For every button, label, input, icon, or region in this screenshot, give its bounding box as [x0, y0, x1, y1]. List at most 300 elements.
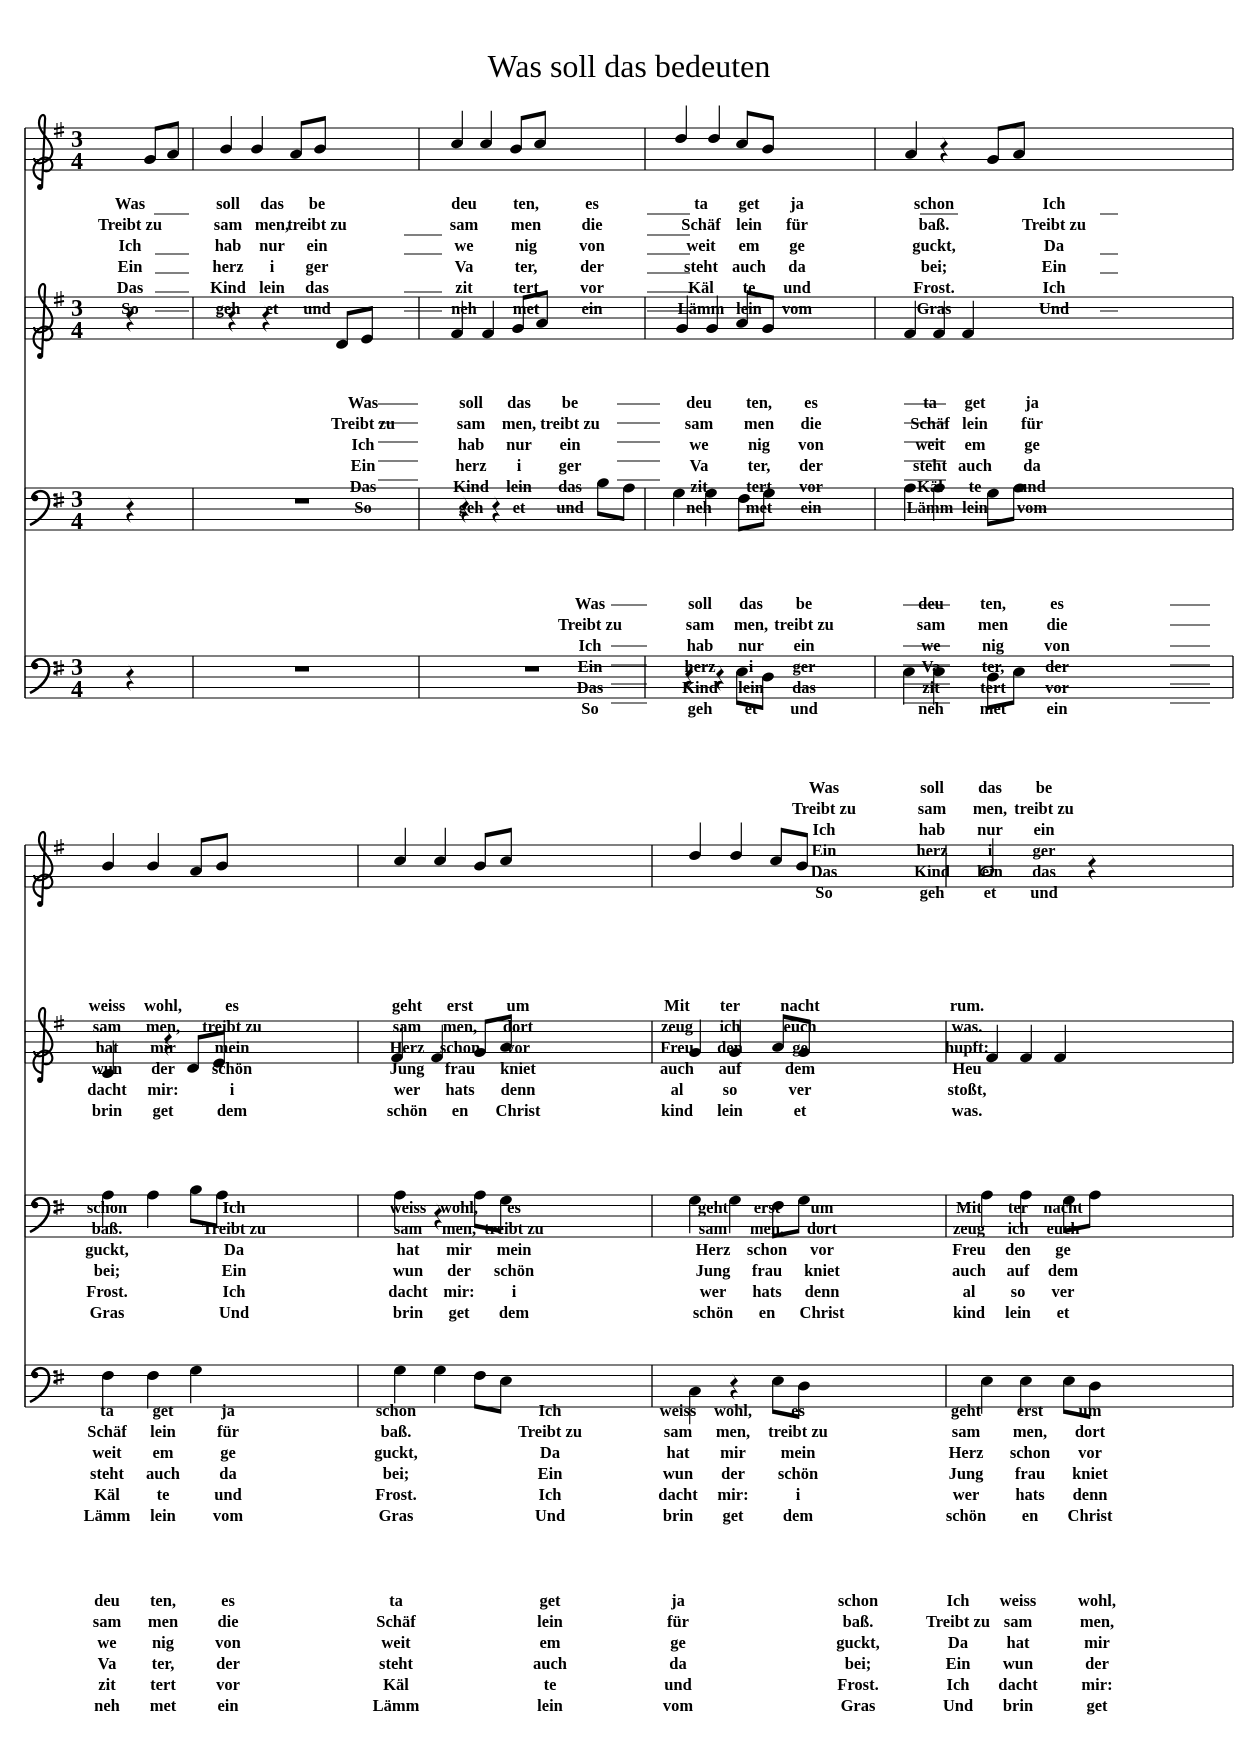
lyric-syllable: Ein — [577, 657, 603, 676]
lyric-syllable: te — [156, 1485, 170, 1504]
lyric-syllable: dem — [784, 1059, 816, 1078]
lyric-syllable: Herz — [948, 1443, 984, 1462]
lyric-syllable: das — [558, 477, 582, 496]
lyric-syllable: nur — [506, 435, 532, 454]
lyric-syllable: met — [149, 1696, 177, 1715]
lyric-syllable: neh — [451, 299, 477, 318]
lyric-syllable: soll — [920, 778, 944, 797]
lyric-syllable: guckt, — [836, 1633, 880, 1652]
lyric-syllable: denn — [804, 1282, 840, 1301]
lyric-syllable: Das — [810, 862, 838, 881]
lyric-syllable: um — [506, 996, 530, 1015]
lyric-syllable: mir: — [717, 1485, 749, 1504]
lyric-syllable: weit — [381, 1633, 411, 1652]
lyric-syllable: Da — [1043, 236, 1065, 255]
lyric-syllable: von — [215, 1633, 241, 1652]
lyric-syllable: te — [968, 477, 982, 496]
lyric-syllable: men, — [442, 1017, 478, 1036]
lyric-syllable: lein — [962, 414, 988, 433]
lyric-syllable: erst — [753, 1198, 781, 1217]
lyric-syllable: So — [815, 883, 833, 902]
lyric-syllable: Ich — [118, 236, 142, 255]
lyric-syllable: Käl — [383, 1675, 409, 1694]
lyric-syllable: lein — [1005, 1303, 1031, 1322]
lyric-syllable: Ich — [578, 636, 602, 655]
lyric-syllable: Ein — [1041, 257, 1067, 276]
lyric-syllable: ein — [581, 299, 603, 318]
lyric-syllable: guckt, — [912, 236, 956, 255]
lyric-syllable: so — [722, 1080, 738, 1099]
lyric-syllable: men, — [441, 1219, 477, 1238]
lyric-syllable: sam — [951, 1422, 981, 1441]
lyric-syllable: es — [585, 194, 599, 213]
lyric-syllable: weit — [686, 236, 716, 255]
lyric-syllable: Käl — [688, 278, 714, 297]
lyric-syllable: vom — [781, 299, 813, 318]
lyric-syllable: ter, — [514, 257, 538, 276]
lyric-syllable: get — [1086, 1696, 1108, 1715]
lyric-syllable: schön — [493, 1261, 535, 1280]
lyric-syllable: Und — [1038, 299, 1070, 318]
lyric-syllable: sam — [916, 615, 946, 634]
lyric-syllable: und — [1018, 477, 1046, 496]
lyric-syllable: nacht — [780, 996, 820, 1015]
lyric-syllable: lein — [977, 862, 1003, 881]
lyric-syllable: wun — [91, 1059, 123, 1078]
lyric-syllable: sam — [698, 1219, 728, 1238]
lyric-syllable: Heu — [952, 1059, 982, 1078]
lyric-syllable: et — [744, 699, 758, 718]
lyric-syllable: ein — [793, 636, 815, 655]
lyric-syllable: dacht — [87, 1080, 127, 1099]
lyric-syllable: ich — [1007, 1219, 1029, 1238]
lyric-syllable: kniet — [1072, 1464, 1108, 1483]
lyric-syllable: wer — [393, 1080, 421, 1099]
lyric-syllable: ge — [220, 1443, 236, 1462]
lyric-syllable: erst — [446, 996, 474, 1015]
lyric-syllable: wun — [392, 1261, 424, 1280]
lyric-syllable: Frost. — [913, 278, 955, 297]
lyric-syllable: weiss — [88, 996, 126, 1015]
lyric-syllable: frau — [1014, 1464, 1046, 1483]
lyric-syllable: hat — [666, 1443, 690, 1462]
lyric-syllable: den — [1005, 1240, 1031, 1259]
lyric-syllable: dem — [498, 1303, 530, 1322]
lyric-syllable: herz — [212, 257, 244, 276]
lyric-syllable: Gras — [840, 1696, 876, 1715]
lyric-syllable: der — [151, 1059, 175, 1078]
lyric-syllable: geht — [391, 996, 423, 1015]
time-signature-bottom: 4 — [71, 318, 83, 344]
lyric-syllable: für — [786, 215, 808, 234]
lyric-syllable: Das — [349, 477, 377, 496]
lyric-syllable: schon — [746, 1240, 788, 1259]
lyric-syllable: schön — [692, 1303, 734, 1322]
lyric-syllable: weiss — [389, 1198, 427, 1217]
lyric-syllable: Freu — [660, 1038, 694, 1057]
lyric-syllable: der — [1045, 657, 1069, 676]
lyric-syllable: dort — [502, 1017, 534, 1036]
lyric-syllable: lein — [537, 1612, 563, 1631]
lyric-syllable: ver — [1051, 1282, 1075, 1301]
lyric-syllable: der — [1085, 1654, 1109, 1673]
lyric-syllable: die — [217, 1612, 239, 1631]
lyric-syllable: weiss — [999, 1591, 1037, 1610]
lyric-syllable: schon — [375, 1401, 417, 1420]
lyric-syllable: denn — [1072, 1485, 1108, 1504]
measure-rest-icon — [295, 667, 309, 672]
lyric-syllable: mir — [720, 1443, 746, 1462]
lyric-syllable: nur — [977, 820, 1003, 839]
lyric-syllable: ger — [792, 657, 816, 676]
lyric-syllable: ja — [1025, 393, 1039, 412]
lyric-syllable: auch — [146, 1464, 180, 1483]
lyric-syllable: deu — [686, 393, 712, 412]
lyric-syllable: men — [510, 215, 542, 234]
lyric-syllable: Treibt zu — [925, 1612, 991, 1631]
lyric-syllable: Treibt zu — [201, 1219, 267, 1238]
lyric-syllable: hats — [445, 1080, 475, 1099]
lyric-syllable: et — [512, 498, 526, 517]
lyric-syllable: ja — [221, 1401, 235, 1420]
lyric-syllable: da — [669, 1654, 687, 1673]
lyric-syllable: lein — [150, 1422, 176, 1441]
lyric-syllable: lein — [736, 299, 762, 318]
beam — [485, 828, 511, 838]
lyric-syllable: steht — [379, 1654, 413, 1673]
lyric-syllable: steht — [684, 257, 718, 276]
lyric-syllable: wer — [952, 1485, 980, 1504]
lyric-syllable: treibt zu — [484, 1219, 544, 1238]
lyric-syllable: Treibt zu — [557, 615, 623, 634]
lyric-syllable: i — [748, 657, 754, 676]
lyric-syllable: Va — [97, 1654, 117, 1673]
lyric-syllable: weit — [915, 435, 945, 454]
lyric-syllable: weiss — [659, 1401, 697, 1420]
lyric-syllable: mir: — [147, 1080, 179, 1099]
lyric-syllable: Schäf — [87, 1422, 127, 1441]
lyric-syllable: vor — [580, 278, 604, 297]
lyric-syllable: und — [214, 1485, 242, 1504]
lyric-syllable: sam — [684, 414, 714, 433]
lyric-syllable: Lämm — [372, 1696, 420, 1715]
lyric-syllable: denn — [500, 1080, 536, 1099]
lyric-syllable: nig — [514, 236, 538, 255]
lyric-syllable: bei; — [920, 257, 948, 276]
lyric-syllable: Und — [534, 1506, 566, 1525]
lyric-syllable: hab — [686, 636, 714, 655]
lyric-syllable: vom — [1016, 498, 1048, 517]
lyric-syllable: dort — [1074, 1422, 1106, 1441]
lyric-syllable: ein — [800, 498, 822, 517]
lyric-syllable: te — [742, 278, 756, 297]
lyric-syllable: und — [556, 498, 584, 517]
sharp-icon — [54, 122, 64, 138]
lyric-syllable: Va — [921, 657, 941, 676]
lyric-syllable: auch — [660, 1059, 694, 1078]
lyric-syllable: brin — [91, 1101, 123, 1120]
lyric-syllable: met — [979, 699, 1007, 718]
time-signature-bottom: 4 — [71, 677, 83, 703]
lyric-syllable: i — [795, 1485, 801, 1504]
lyric-syllable: ta — [923, 393, 937, 412]
lyric-syllable: Ich — [946, 1591, 970, 1610]
lyric-syllable: Kind — [210, 278, 246, 297]
lyric-syllable: be — [308, 194, 326, 213]
lyric-syllable: we — [689, 435, 709, 454]
lyric-syllable: geht — [950, 1401, 982, 1420]
lyric-syllable: hats — [1015, 1485, 1045, 1504]
time-signature-top: 3 — [71, 296, 83, 322]
lyric-syllable: em — [964, 435, 986, 454]
lyric-syllable: ta — [100, 1401, 114, 1420]
lyric-syllable: Christ — [799, 1303, 845, 1322]
lyric-syllable: ta — [389, 1591, 403, 1610]
lyric-syllable: wohl, — [713, 1401, 753, 1420]
lyric-syllable: met — [512, 299, 540, 318]
lyric-syllable: schon — [439, 1038, 481, 1057]
lyric-syllable: Ein — [811, 841, 837, 860]
lyric-syllable: sam — [663, 1422, 693, 1441]
lyric-syllable: ge — [789, 236, 805, 255]
lyric-syllable: men, — [1012, 1422, 1048, 1441]
lyric-syllable: und — [790, 699, 818, 718]
lyric-syllable: es — [221, 1591, 235, 1610]
lyric-syllable: vor — [216, 1675, 240, 1694]
lyric-syllable: ein — [559, 435, 581, 454]
lyric-syllable: die — [1046, 615, 1068, 634]
time-signature-top: 3 — [71, 127, 83, 153]
lyric-syllable: soll — [216, 194, 240, 213]
lyric-syllable: et — [793, 1101, 807, 1120]
lyric-syllable: Treibt zu — [791, 799, 857, 818]
lyric-syllable: i — [511, 1282, 517, 1301]
lyric-syllable: em — [539, 1633, 561, 1652]
beam — [998, 121, 1024, 131]
lyric-syllable: brin — [662, 1506, 694, 1525]
lyric-syllable: auch — [958, 456, 992, 475]
lyric-syllable: ja — [790, 194, 804, 213]
lyric-syllable: men, — [501, 414, 537, 433]
lyric-syllable: steht — [913, 456, 947, 475]
lyric-syllable: dacht — [388, 1282, 428, 1301]
lyric-syllable: sam — [392, 1017, 422, 1036]
lyric-syllable: men, — [733, 615, 769, 634]
lyric-syllable: So — [581, 699, 599, 718]
lyric-syllable: sam — [213, 215, 243, 234]
lyric-syllable: get — [722, 1506, 744, 1525]
lyric-syllable: i — [229, 1080, 235, 1099]
lyric-syllable: vor — [506, 1038, 530, 1057]
beam — [988, 517, 1014, 527]
lyric-syllable: get — [738, 194, 760, 213]
treble-clef-icon — [34, 1008, 53, 1083]
lyric-syllable: ten, — [979, 594, 1007, 613]
lyric-syllable: Was — [347, 393, 379, 412]
lyric-syllable: Lämm — [906, 498, 954, 517]
lyric-syllable: ge — [792, 1038, 808, 1057]
lyric-syllable: und — [1030, 883, 1058, 902]
lyric-syllable: Das — [116, 278, 144, 297]
lyric-syllable: Va — [689, 456, 709, 475]
lyric-syllable: i — [987, 841, 993, 860]
lyric-syllable: Mit — [664, 996, 690, 1015]
lyric-syllable: ter — [719, 996, 741, 1015]
lyric-syllable: lein — [150, 1506, 176, 1525]
lyric-syllable: tert — [513, 278, 539, 297]
lyric-syllable: wun — [662, 1464, 694, 1483]
lyric-syllable: hat — [1006, 1633, 1030, 1652]
lyric-syllable: guckt, — [85, 1240, 129, 1259]
lyric-syllable: treibt zu — [287, 215, 347, 234]
lyric-syllable: vor — [799, 477, 823, 496]
lyric-syllable: we — [921, 636, 941, 655]
lyric-syllable: von — [798, 435, 824, 454]
lyric-syllable: So — [121, 299, 139, 318]
lyric-syllable: sam — [917, 799, 947, 818]
lyric-syllable: erst — [1016, 1401, 1044, 1420]
lyric-syllable: Jung — [948, 1464, 984, 1483]
lyric-syllable: wun — [1002, 1654, 1034, 1673]
lyric-syllable: Ich — [538, 1485, 562, 1504]
lyric-syllable: Käl — [917, 477, 943, 496]
lyric-syllable: men — [977, 615, 1009, 634]
lyric-syllable: so — [1010, 1282, 1026, 1301]
lyric-syllable: treibt zu — [768, 1422, 828, 1441]
lyric-syllable: kniet — [500, 1059, 536, 1078]
lyric-syllable: sam — [393, 1219, 423, 1238]
lyric-syllable: get — [539, 1591, 561, 1610]
treble-clef-icon — [34, 115, 53, 190]
lyric-syllable: hab — [214, 236, 242, 255]
lyric-syllable: Ich — [351, 435, 375, 454]
lyric-syllable: lein — [506, 477, 532, 496]
lyric-syllable: et — [1056, 1303, 1070, 1322]
lyric-syllable: ter, — [151, 1654, 175, 1673]
lyric-syllable: men, — [715, 1422, 751, 1441]
lyric-syllable: ten, — [149, 1591, 177, 1610]
lyric-syllable: was. — [951, 1101, 983, 1120]
lyric-syllable: be — [795, 594, 813, 613]
lyric-syllable: vom — [212, 1506, 244, 1525]
lyric-syllable: men, — [1079, 1612, 1115, 1631]
lyric-syllable: wer — [699, 1282, 727, 1301]
lyric-syllable: Lämm — [83, 1506, 131, 1525]
lyric-syllable: hat — [95, 1038, 119, 1057]
lyric-syllable: da — [219, 1464, 237, 1483]
lyric-syllable: zit — [455, 278, 473, 297]
lyric-syllable: frau — [751, 1261, 783, 1280]
lyric-syllable: baß. — [91, 1219, 123, 1238]
lyric-syllable: te — [543, 1675, 557, 1694]
lyric-syllable: Ich — [222, 1198, 246, 1217]
lyric-syllable: schön — [945, 1506, 987, 1525]
lyric-syllable: für — [217, 1422, 239, 1441]
lyric-syllable: Schäf — [910, 414, 950, 433]
lyric-syllable: mein — [780, 1443, 816, 1462]
measure-rest-icon — [295, 499, 309, 504]
lyric-syllable: bei; — [844, 1654, 872, 1673]
lyric-syllable: Schäf — [681, 215, 721, 234]
lyric-syllable: em — [738, 236, 760, 255]
lyric-syllable: Ich — [538, 1401, 562, 1420]
lyric-syllable: von — [579, 236, 605, 255]
time-signature-bottom: 4 — [71, 149, 83, 175]
lyric-syllable: es — [225, 996, 239, 1015]
lyric-syllable: ein — [306, 236, 328, 255]
lyric-syllable: geh — [687, 699, 713, 718]
lyric-syllable: ter — [1007, 1198, 1029, 1217]
lyric-syllable: das — [507, 393, 531, 412]
lyric-syllable: frau — [444, 1059, 476, 1078]
lyric-syllable: al — [670, 1080, 684, 1099]
lyric-syllable: den — [717, 1038, 743, 1057]
lyric-syllable: herz — [916, 841, 948, 860]
beam — [521, 111, 545, 121]
lyric-syllable: kind — [952, 1303, 986, 1322]
lyric-syllable: weit — [92, 1443, 122, 1462]
lyric-syllable: tert — [150, 1675, 176, 1694]
lyric-syllable: deu — [94, 1591, 120, 1610]
lyric-syllable: ter, — [981, 657, 1005, 676]
lyric-syllable: ver — [788, 1080, 812, 1099]
lyric-syllable: und — [664, 1675, 692, 1694]
lyric-syllable: ter, — [747, 456, 771, 475]
lyric-syllable: auch — [952, 1261, 986, 1280]
lyric-syllable: Und — [218, 1303, 250, 1322]
lyric-syllable: der — [580, 257, 604, 276]
lyric-syllable: vor — [810, 1240, 834, 1259]
page-title: Was soll das bedeuten — [487, 48, 771, 84]
lyric-syllable: ge — [1024, 435, 1040, 454]
lyric-syllable: ger — [305, 257, 329, 276]
lyric-syllable: Freu — [952, 1240, 986, 1259]
lyric-syllable: Frost. — [837, 1675, 879, 1694]
lyric-syllable: nacht — [1043, 1198, 1083, 1217]
lyric-syllable: es — [507, 1198, 521, 1217]
lyric-syllable: Das — [576, 678, 604, 697]
lyric-syllable: we — [97, 1633, 117, 1652]
lyric-syllable: Da — [223, 1240, 245, 1259]
lyric-syllable: sam — [456, 414, 486, 433]
lyric-syllable: nur — [259, 236, 285, 255]
lyric-syllable: schön — [777, 1464, 819, 1483]
lyric-syllable: hab — [918, 820, 946, 839]
lyric-syllable: wohl, — [1077, 1591, 1117, 1610]
lyric-syllable: der — [799, 456, 823, 475]
lyric-syllable: lein — [259, 278, 285, 297]
lyric-syllable: der — [721, 1464, 745, 1483]
time-signature-bottom: 4 — [71, 509, 83, 535]
lyric-syllable: ein — [1046, 699, 1068, 718]
lyric-syllable: hab — [457, 435, 485, 454]
lyric-syllable: das — [260, 194, 284, 213]
lyric-syllable: Treibt zu — [517, 1422, 583, 1441]
lyric-syllable: soll — [688, 594, 712, 613]
lyric-syllable: schön — [211, 1059, 253, 1078]
beam — [747, 111, 773, 121]
lyric-syllable: hupft: — [944, 1038, 990, 1057]
lyric-syllable: tert — [746, 477, 772, 496]
lyric-syllable: bei; — [93, 1261, 121, 1280]
lyric-syllable: Jung — [695, 1261, 731, 1280]
lyric-syllable: met — [745, 498, 773, 517]
lyric-syllable: steht — [90, 1464, 124, 1483]
lyric-syllable: be — [561, 393, 579, 412]
lyric-syllable: sam — [92, 1612, 122, 1631]
lyric-syllable: men — [147, 1612, 179, 1631]
lyric-syllable: die — [800, 414, 822, 433]
